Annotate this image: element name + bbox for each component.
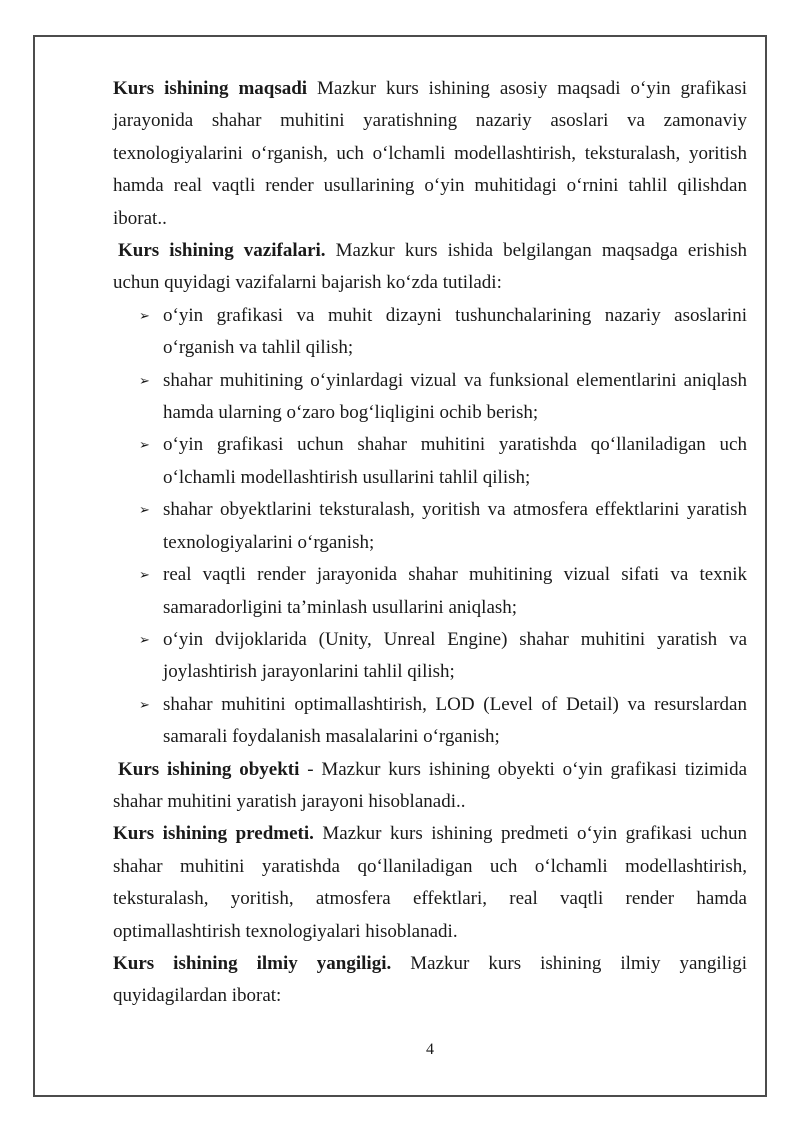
task-text: o‘yin grafikasi uchun shahar muhitini yaratishda qo‘llaniladigan uch o‘lchamli modellashtirish usullarini tahlil qilish; [163,434,747,488]
task-item [113,559,747,624]
paragraph-yangilik [113,948,747,1013]
paragraph-vazifalar-body: Mazkur kurs ishida belgilangan maqsadga erishish uchun quyidagi vazifalarni bajarish ko‘zda tutiladi: [113,240,747,294]
task-item [113,300,747,365]
task-text: shahar obyektlarini teksturalash, yoritish va atmosfera effektlarini yaratish texnologiyalarini o‘rganish; [163,499,747,553]
paragraph-obyekt-body: - Mazkur kurs ishining obyekti o‘yin grafikasi tizimida shahar muhitini yaratish jarayoni hisoblanadi.. [113,758,748,812]
page-number: 4 [426,1041,434,1058]
task-item [113,689,747,754]
task-item [113,365,747,430]
paragraph-predmet-heading: Kurs ishining predmeti. [113,823,314,845]
paragraph-obyekt-heading: Kurs ishining obyekti [118,758,300,780]
arrow-bullet-icon: ➢ [139,503,150,519]
paragraph-vazifalar-heading: Kurs ishining vazifalari. [118,240,326,262]
task-item [113,624,747,689]
paragraph-yangilik-heading: Kurs ishining ilmiy yangiligi. [113,952,392,974]
arrow-bullet-icon: ➢ [139,697,150,713]
task-text: real vaqtli render jarayonida shahar muhitining vizual sifati va texnik samaradorligini ta’minlash usullarini aniqlash; [163,564,747,618]
task-text: shahar muhitining o‘yinlardagi vizual va funksional elementlarini aniqlash hamda ularning o‘zaro bog‘liqligini ochib berish; [163,369,747,424]
task-text: o‘yin dvijoklarida (Unity, Unreal Engine) shahar muhitini yaratish va joylashtirish jarayonlarini tahlil qilish; [163,628,747,683]
task-text: shahar muhitini optimallashtirish, LOD (Level of Detail) va resurslardan samarali foydalanish masalalarini o‘rganish; [163,693,747,748]
task-text: o‘yin grafikasi va muhit dizayni tushunchalarining nazariy asoslarini o‘rganish va tahlil qilish; [163,304,747,359]
task-list [113,300,747,754]
paragraph-predmet [113,818,747,948]
paragraph-maqsad-body: Mazkur kurs ishining asosiy maqsadi o‘yin grafikasi jarayonida shahar muhitini yaratishning nazariy asoslari va zamonaviy texnologiyalarini o‘rganish, uch o‘lchamli modellashtirish, teksturalash, yoritish hamda real vaqtli render usullarining o‘yin muhitidagi o‘rnini tahlil qilishdan iborat.. [113,78,748,229]
arrow-bullet-icon: ➢ [139,568,150,584]
arrow-bullet-icon: ➢ [139,632,150,648]
paragraph-maqsad-heading: Kurs ishining maqsadi [113,78,308,99]
task-item [113,494,747,559]
paragraph-predmet-body: Mazkur kurs ishining predmeti o‘yin grafikasi uchun shahar muhitini yaratishda qo‘llaniladigan uch o‘lchamli modellashtirish, teksturalash, yoritish, atmosfera effektlari, real vaqtli render hamda optimallashtirish texnologiyalari hisoblanadi. [113,823,747,942]
paragraph-vazifalar [113,235,747,300]
paragraph-yangilik-body: Mazkur kurs ishining ilmiy yangiligi quyidagilardan iborat: [113,952,748,1007]
task-item [113,429,747,494]
paragraph-maqsad [113,73,747,235]
page-frame [33,35,767,1097]
arrow-bullet-icon: ➢ [139,373,150,389]
paragraph-obyekt [113,754,747,819]
arrow-bullet-icon: ➢ [139,308,150,324]
arrow-bullet-icon: ➢ [139,438,150,454]
